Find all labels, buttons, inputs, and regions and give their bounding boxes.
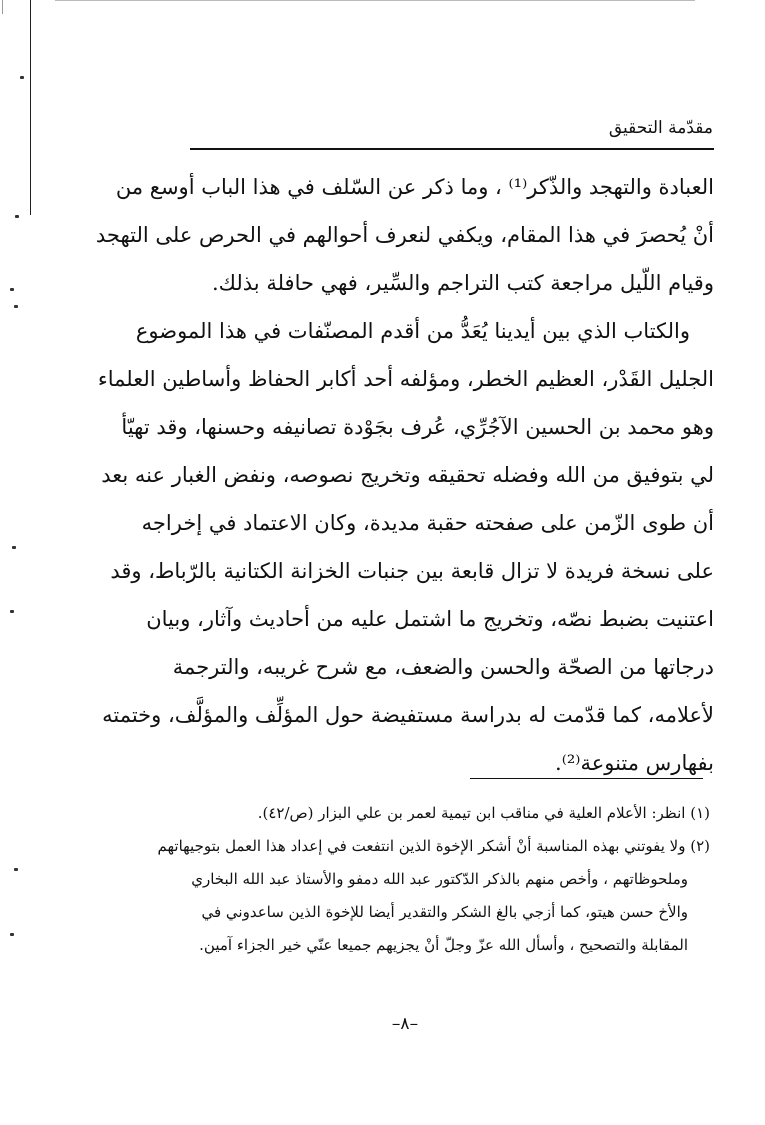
footnote-2-line: المقابلة والتصحيح ، وأسأل الله عزّ وجلّ أنْ يجزيهم جميعا عنّي خير الجزاء آمين. bbox=[199, 936, 688, 954]
scan-speck bbox=[15, 215, 19, 218]
footnote-2: (٢) ولا يفوتني بهذه المناسبة أنْ أشكر الإخوة الذين انتفعت في إعداد هذا العمل بتوجيهاتهم bbox=[157, 837, 710, 855]
text-line: العبادة والتهجد والذّكر⁽¹⁾ ، وما ذكر عن السّلف في هذا الباب أوسع من bbox=[115, 175, 714, 199]
text-line: بفهارس متنوعة⁽²⁾. bbox=[555, 751, 714, 775]
footnotes bbox=[150, 797, 710, 962]
footnote-2-line: وملحوظاتهم ، وأخص منهم بالذكر الدّكتور عبد الله دمفو والأستاذ عبد الله البخاري bbox=[191, 870, 688, 888]
text-line: لي بتوفيق من الله وفضله تحقيقه وتخريج نصوصه، ونفض الغبار عنه بعد bbox=[101, 463, 714, 487]
text-line: وقيام اللّيل مراجعة كتب التراجم والسِّير، فهي حافلة بذلك. bbox=[212, 271, 714, 295]
text-line: أن طوى الزّمن على صفحته حقبة مديدة، وكان الاعتماد في إخراجه bbox=[141, 511, 714, 535]
scan-edge-line bbox=[30, 0, 31, 215]
text-line: على نسخة فريدة لا تزال قابعة بين جنبات الخزانة الكتانية بالرّباط، وقد bbox=[110, 559, 714, 583]
text-line: والكتاب الذي بين أيدينا يُعَدُّ من أقدم المصنّفات في هذا الموضوع bbox=[135, 319, 690, 343]
text-line: الجليل القَدْر، العظيم الخطر، ومؤلفه أحد أكابر الحفاظ وأساطين العلماء bbox=[97, 367, 714, 391]
text-line: وهو محمد بن الحسين الآجُرِّي، عُرف بجَوْدة تصانيفه وحسنها، وقد تهيّأ bbox=[121, 415, 714, 439]
footnote-rule bbox=[470, 778, 703, 779]
scan-speck bbox=[14, 305, 18, 308]
page-header-title: مقدّمة التحقيق bbox=[608, 118, 713, 138]
scan-speck bbox=[12, 546, 16, 549]
scan-edge-mark bbox=[2, 0, 3, 14]
text-line: لأعلامه، كما قدّمت له بدراسة مستفيضة حول المؤلِّف والمؤلَّف، وختمته bbox=[102, 703, 714, 727]
text-line: درجاتها من الصحّة والحسن والضعف، مع شرح غريبه، والترجمة bbox=[172, 655, 714, 679]
header-rule bbox=[190, 148, 714, 150]
scan-speck bbox=[20, 76, 24, 79]
text-line: أنْ يُحصرَ في هذا المقام، ويكفي لنعرف أحوالهم في الحرص على التهجد bbox=[95, 223, 714, 247]
main-text bbox=[95, 163, 714, 787]
footnote-2-line: والأخ حسن هيتو، كما أزجي بالغ الشكر والتقدير أيضا للإخوة الذين ساعدوني في bbox=[201, 903, 688, 921]
footnote-1: (١) انظر: الأعلام العلية في مناقب ابن تيمية لعمر بن علي البزار (ص/٤٢). bbox=[257, 804, 710, 822]
scan-speck bbox=[10, 933, 14, 936]
scan-speck bbox=[10, 288, 14, 291]
text-line: اعتنيت بضبط نصّه، وتخريج ما اشتمل عليه من أحاديث وآثار، وبيان bbox=[146, 607, 714, 631]
page-number: –٨– bbox=[391, 1014, 419, 1034]
scan-speck bbox=[14, 868, 18, 871]
scan-top-rule bbox=[55, 0, 695, 1]
scan-speck bbox=[10, 610, 14, 613]
